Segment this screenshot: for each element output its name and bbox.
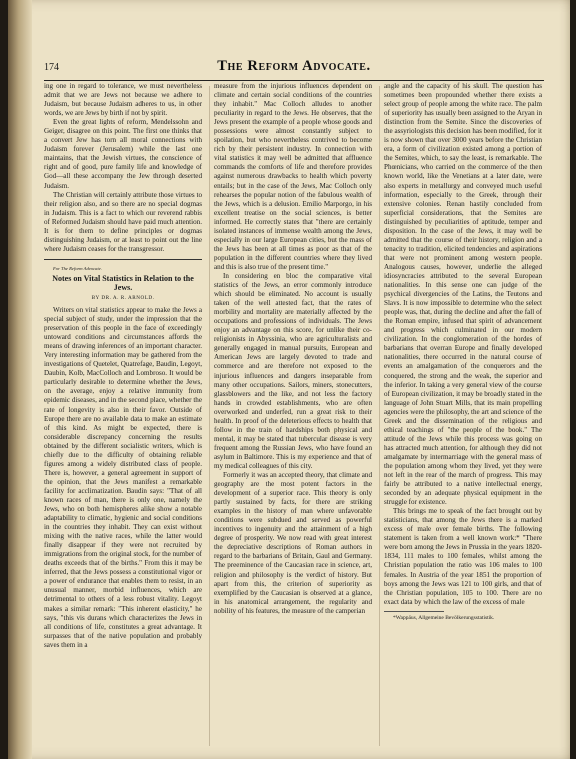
column-divider <box>209 86 210 746</box>
article-divider <box>44 259 202 260</box>
binding-gutter <box>8 0 32 759</box>
paragraph: This brings me to speak of the fact brought out by statisticians, that among the Jews there is a marked excess of male over female births. The following statement is taken from a well known work:* "There were born among the Jews in Prussia in the years 1820-1834, 111 males to 100 females, whilst among the Christian population the ratio was 106 males to 100 females. In Austria of the year 1851 the proportion of boys among the Jews was 121 to 100 girls, and that of the Christian population, 105 to 100. There are no exact data by which the law of the excess of male <box>384 507 542 606</box>
paragraph: Even the great lights of reform, Mendelssohn and Geiger, disagree on this point. The first one thinks that a convert Jew has torn all moral connections with Judaism forever (Jerusalem) while the last one maintains, that the Jewish virtues, the conscience of right and of good, pure family life and knowledge of God—all these accompany the Jew through deserted Judaism. <box>44 118 202 190</box>
paragraph: The Christian will certainly attribute those virtues to their religion also, and so there are no special dogmas in Judaism. This is a fact to which our reverend rabbis of Reformed Judaism should have paid much attention. It is for them to define principles or dogmas distinguishing Judaism, or at least to point out the line where Judaism ceases for the transgressor. <box>44 190 202 253</box>
paragraph: In considering en bloc the comparative vital statistics of the Jews, an error commonly introduce which should be eliminated. No account is usually taken of the well attested fact, that the rates of morbility and mortality are materially affected by the occupations and professions of individuals. The Jews enjoy an advantage on this score, for unlike their co-religionists in Abyssinia, who are agriculturalists and generally engaged in manual pursuits, European and American Jews are largely devoted to trade and commerce and are therefore not exposed to the injurious influences and dangers inseparable from many other occupations. Sailors, miners, stonecutters, glassblowers and the like, and not less the factory hands in crowded establishments, who are often overworked and underfed, run a great risk to their health. In proof of the deleterious effects to health that follow in the train of hardships both physical and mental, it may be stated that tubercular disease is very frequent among the Russian Jews, who have found an asylum in Baltimore. This is my experience and that of my medical colleagues of this city. <box>214 271 372 470</box>
paragraph: angle and the capacity of his skull. The question has sometimes been propounded whether there exists a select group of people among the white race. The palm of superiority has usually been assigned to the Aryan in distinction from the Semite. Since the discoveries of the assyriologists this decision has been modified, for it is now shown that over 3000 years before the Christian era, a form of civilization existed among a portion of the Semites, which, to say the least, is remarkable. The Phœnicians, who carried on the commerce of the then known world, like the Venetians at a later date, were also experts in metallurgy and conveyed much useful information, especially to the Greek, through their extensive colonies. Renan hastily concluded from superficial considerations, that the Semites are distinguished by peculiarities of aptitude, temper and disposition. In the case of the Jews, it may well be admitted that the course of their history, religion and a tenacity to tradition, elicited tendencies and aspirations that were not prominent among western people. Analogous causes, however, underlie the alleged idiosyncracies attributed to the several European nationalities. In this sense one can judge of the psychical divergencies of the Latins, the Teutons and Slavs. It is now impossible to determine who the select people was, that, during the decline and after the fall of the Roman empire, infused that spirit of advancement and progress which culminated in our modern civilization. In the conglomeration of the hordes of barbarians that overran Europe and finally developed nationalities, there occurred in the natural course of events an amalgamation of the conquerors and the conquered, the strong and the weak, the superior and the inferior. In taking a very general view of the course of European civilization, it may be broadly stated in the language of John Stuart Mills, that its main propelling agencies were the philosophy, the art and science of the Greek and the dissemination of the religious and ethical teachings of "the people of the book." The attitude of the Jews while this process was going on has attracted much attention, for although they did not amalgamate by intermarriage with the general mass of the population among whom they lived, yet they were not left in the rear of the march of progress. This may fairly be attributed to a native intellectual energy, seconded by an adequate physical equipment in the struggle for existence. <box>384 82 542 507</box>
paragraph: Formerly it was an accepted theory, that climate and geography are the most potent factors in the development of a superior race. This theory is only partly sustained by facts, for there are striking examples in the history of man where unfavorable conditions were subdued and served as powerful incentives to ingenuity and the attainment of a high degree of prosperity. We now read with great interest the depreciative descriptions of Roman authors in regard to the barbarians of Britain, Gaul and Germany. The preeminence of the Caucasian race in science, art, religion and philosophy is the verdict of history. But apart from this, the criterion of superiority as exemplified by the Caucasian is observed at a glance, in his anatomical arrangement, the regularity and nobility of his features, the measure of the camperian <box>214 471 372 615</box>
article-source: For The Reform Advocate. <box>53 265 102 271</box>
article-byline: BY DR. A. R. ARNOLD. <box>91 294 155 301</box>
page-number: 174 <box>44 62 59 73</box>
footnote: *Wappäus, Allgemeine Bevölkerungsstatistik. <box>393 614 495 621</box>
paragraph: Writers on vital statistics appear to make the Jews a special subject of study, under the impression that the preservation of this people in the face of exceedingly untoward conditions and circumstances affords the means of drawing inferences of an important character. Very interesting information may be gathered from the investigations of Quetelet, Quatrefage, Baudin, Legoyt, Daubin, Kolb, MacColloch and Lombroso. It would be particularly desirable to determine whether the Jews, on the average, enjoy a relative immunity from epidemic diseases, and in the second place, whether the rate of longevity is also in their favor. Outside of Europe there are no available data to make an estimate of this kind. As might be expected, there is considerable discrepancy concerning the results obtained by the different socialistic writers, which is chiefly due to the difficulty of obtaining reliable figures among a widely distributed class of people. There is, however, a general agreement in support of the opinion, that the Jews manifest a remarkable facility for acclimatization. Baudin says: "That of all known races of man, there is only one, namely the Jews, who on both hemispheres alike show a notable adaptability to climatic, hygienic and social conditions in the countries they inhabit. They can exist without mixing with the native races, while the latter would finally disappear if they were not recruited by immigrations from the original stock, for the number of deaths exceeds that of the births." From this it may be inferred, that the Jews possess a constitutional vigor or a power of endurance that enables them to resist, in an unusual manner, morbid influences, which are detrimental to others of a less robust vitality. Legoyt makes a similar remark: "This inherent elasticity," he says, "this vis durans which characterizes the Jews in all conditions of life, constitutes a great advantage. It surpasses that of the native population and probably saves them in a <box>44 305 202 649</box>
masthead-title: The Reform Advocate. <box>217 58 371 74</box>
header-rule <box>44 80 544 81</box>
paragraph: ing one in regard to tolerance, we must nevertheless admit that we are Jews not because we adhere to Judaism, but because Judaism adheres to us, in other words, we are Jews by birth if not by spirit. <box>44 82 202 118</box>
paragraph: measure from the injurious influences dependent on climate and certain social conditions of the countries they inhabit." Mac Colloch alludes to another peculiarity in regard to the Jews. He observes, that the Jews present the example of a people whose goods and possessions were almost constantly subject to spoilation, but who nevertheless contrived to become rich by their persistent industry. In connection with vital statistics it may well be admitted that affluence commands the comforts of life and therefore provides against numerous drawbacks to health which poverty entails; but in the case of the Jews, Mac Colloch only rehearses the popular notion of the fabulous wealth of the Jews, which is a delusion. Emilio Marporgo, in his excellent treatise on the social sciences, is better informed. He correctly states that "there are certainly isolated instances of immense wealth among the Jews, especially in our large European cities, but the mass of the Jews has been at all times as poor as that of the population in the different countries where they lived and this is also true of the present time." <box>214 82 372 271</box>
column-1 <box>44 82 202 754</box>
page-header <box>44 58 544 80</box>
column-2 <box>214 82 372 754</box>
column-divider <box>379 86 380 746</box>
footnote-rule <box>384 611 444 612</box>
article-title: Notes on Vital Statistics in Relation to the Jews. <box>52 273 194 293</box>
column-3 <box>384 82 542 754</box>
magazine-page <box>8 0 570 759</box>
